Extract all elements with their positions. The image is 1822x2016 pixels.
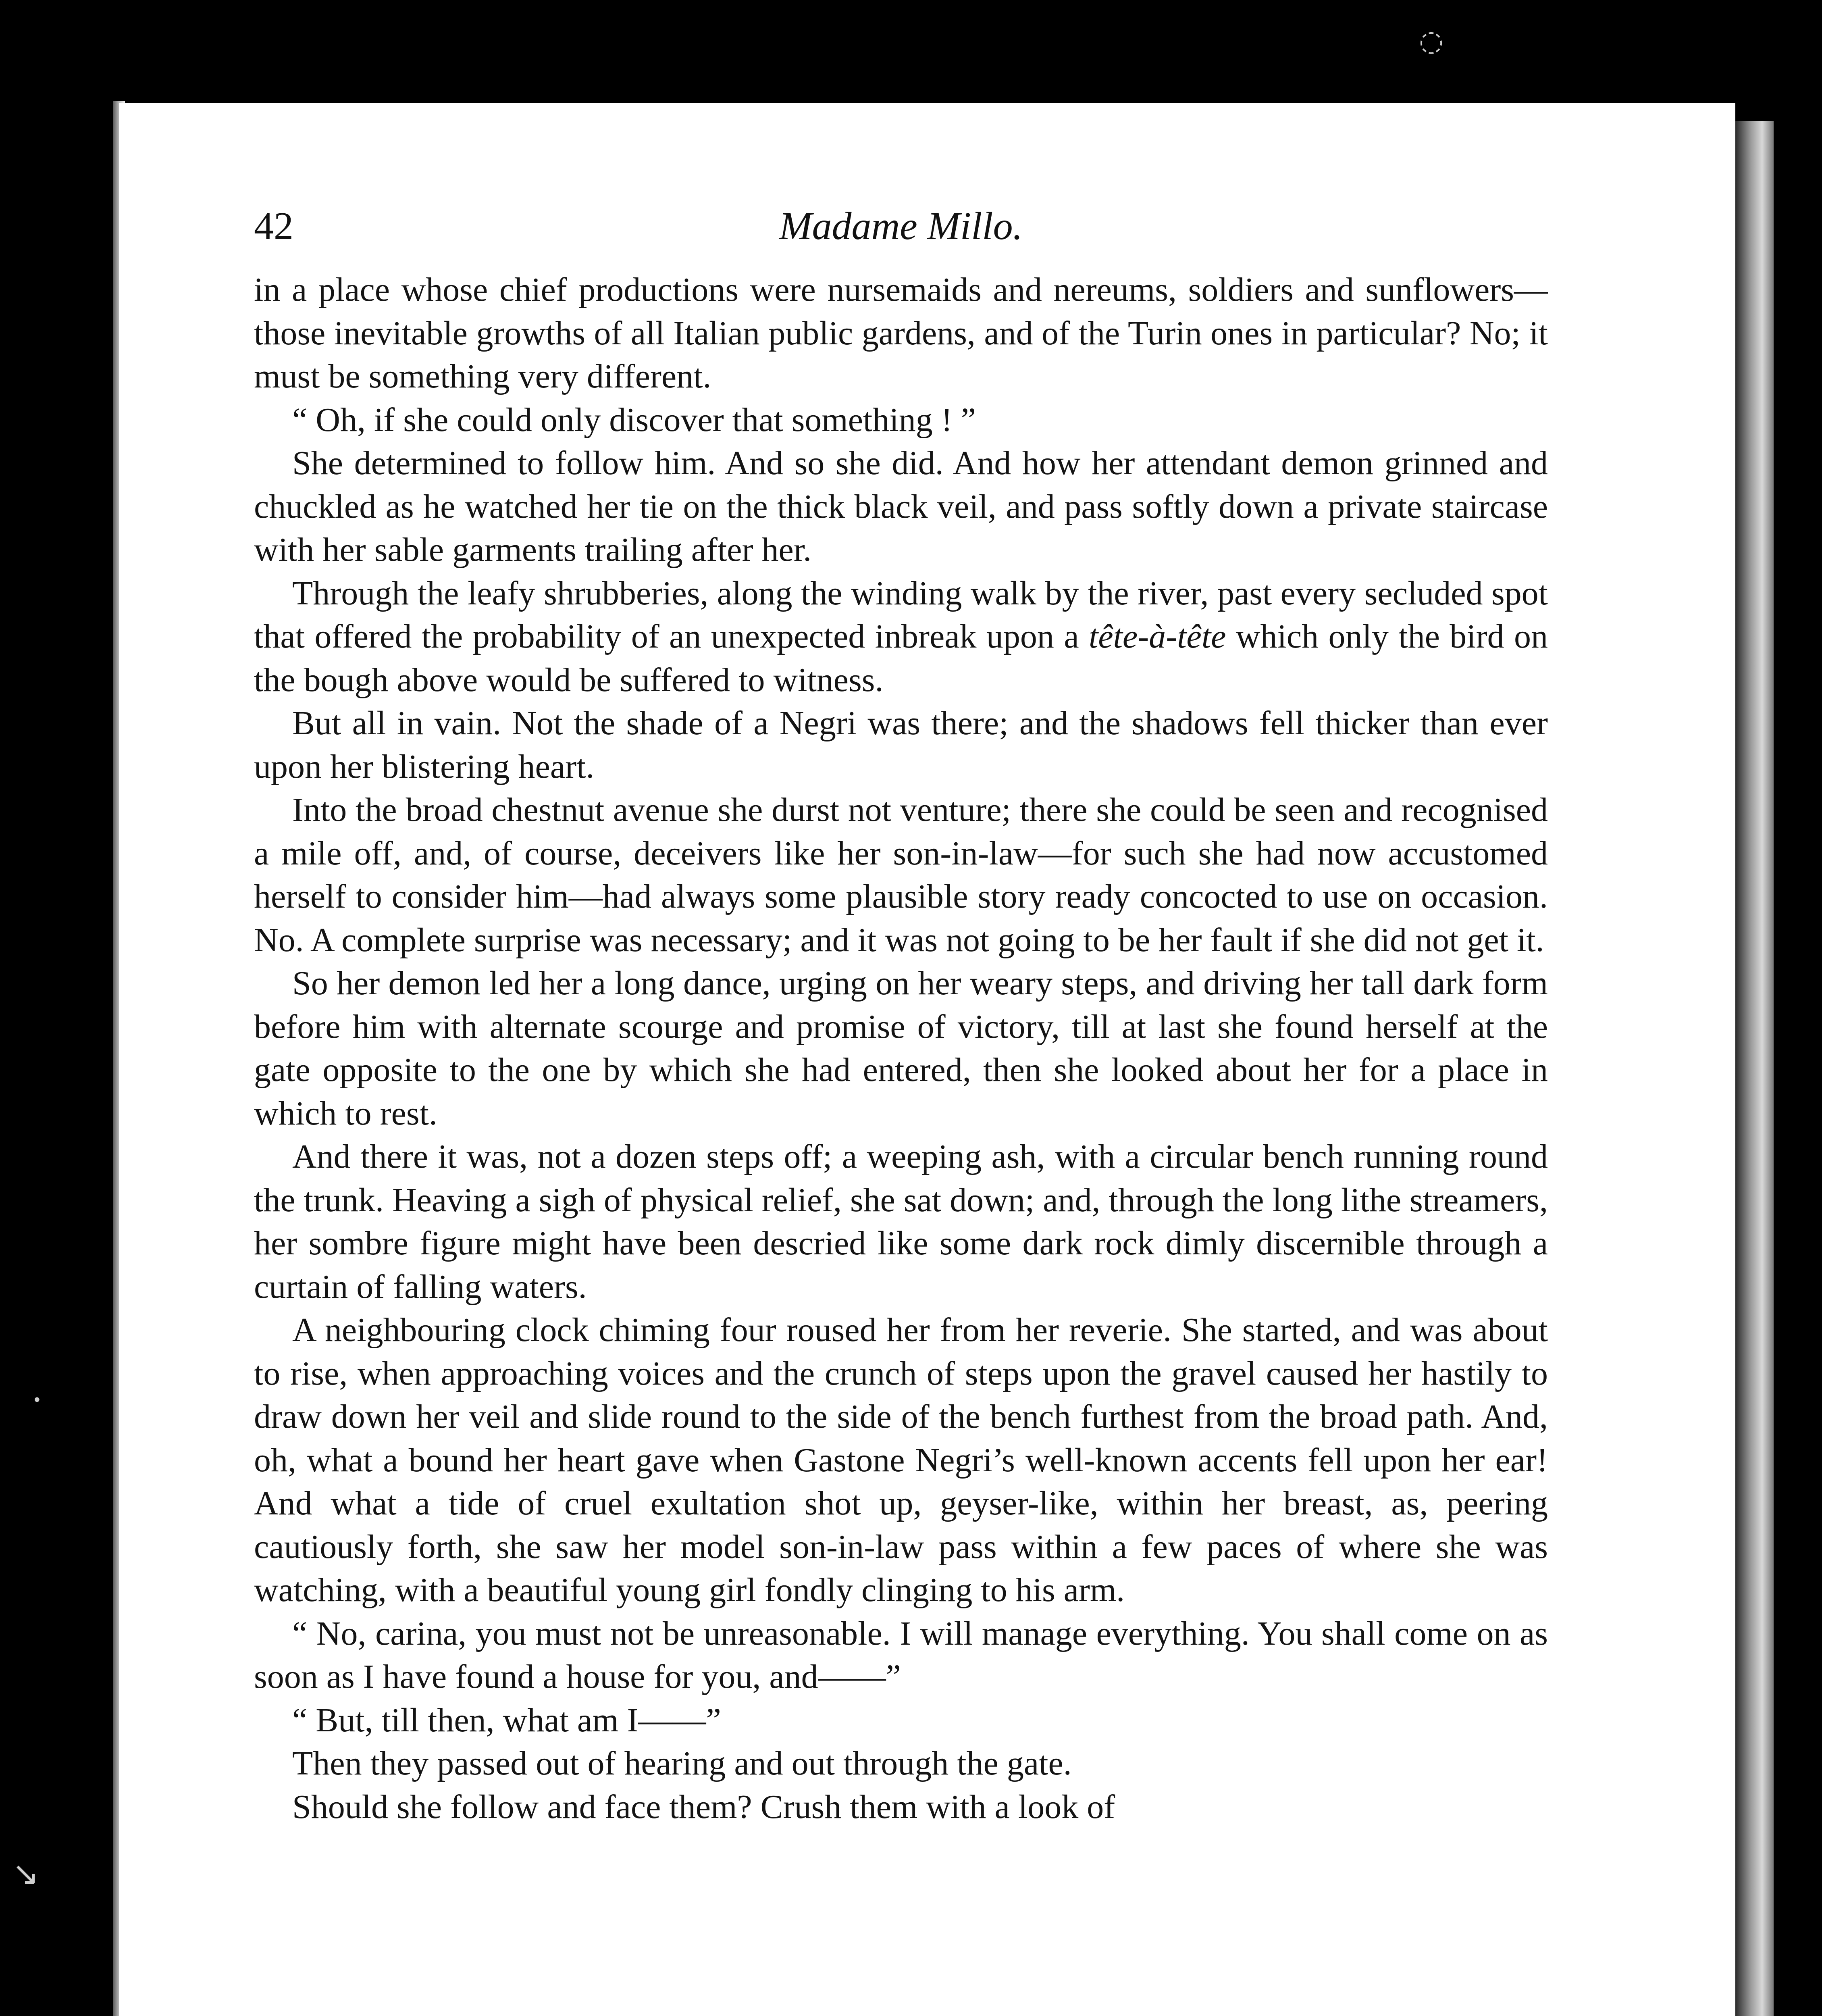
body-text bbox=[254, 268, 1548, 1829]
paragraph: Into the broad chestnut avenue she durst not venture; there she could be seen and recognised a mile off, and, of course, deceivers like her son-in-law—for such she had now accustomed herself to consider him—had always some plausible story ready concocted to use on occasion. No. A complete surprise was necessary; and it was not going to be her fault if she did not get it. bbox=[254, 791, 1548, 959]
paragraph bbox=[254, 572, 1548, 702]
paragraph-text: which only the bird on the bough above would be suffered to witness. bbox=[254, 618, 1548, 699]
scan-speck-icon: ◌ bbox=[1419, 24, 1444, 57]
paragraph: A neighbouring clock chiming four roused her from her reverie. She started, and was about to rise, when approaching voices and the crunch of steps upon the gravel caused her hastily to draw down her veil and slide round to the side of the bench furthest from the broad path. And, oh, what a bound her heart gave when Gastone Negri’s well-known accents fell upon her ear! And what a tide of cruel exultation shot up, geyser-like, within her breast, as, peering cautiously forth, she saw her model son-in-law pass within a few paces of where she was watching, with a beautiful young girl fondly clinging to his arm. bbox=[254, 1311, 1548, 1609]
paragraph: “ No, carina, you must not be unreasonable. I will manage everything. You shall come on as soon as I have found a house for you, and——” bbox=[254, 1614, 1548, 1695]
paragraph-text: Through the leafy shrubberies, along the winding walk by the river, past every secluded spot that offered the probability of an unexpected inbreak upon a bbox=[254, 574, 1548, 655]
paragraph: But all in vain. Not the shade of a Negri was there; and the shadows fell thicker than ever upon her blistering heart. bbox=[254, 704, 1548, 785]
paragraph: So her demon led her a long dance, urging on her weary steps, and driving her tall dark form before him with alternate scourge and promise of victory, till at last she found herself at the gate opposite to the one by which she had entered, then she looked about her for a place in which to rest. bbox=[254, 964, 1548, 1132]
paragraph: Then they passed out of hearing and out through the gate. bbox=[292, 1745, 1072, 1782]
italic-phrase: tête-à-tête bbox=[1089, 618, 1226, 655]
running-header bbox=[254, 204, 1548, 256]
scan-speck-icon: ↘ bbox=[12, 1855, 40, 1892]
adjacent-page-edge bbox=[1735, 121, 1774, 2016]
paragraph: She determined to follow him. And so she did. And how her attendant demon grinned and chuckled as he watched her tie on the thick black veil, and pass softly down a private staircase with her sable garments trailing after her. bbox=[254, 444, 1548, 569]
paragraph: And there it was, not a dozen steps off; a weeping ash, with a circular bench running round the trunk. Heaving a sigh of physical relief, she sat down; and, through the long lithe streamers, her sombre figure might have been descried like some dark rock dimly discernible through a curtain of falling waters. bbox=[254, 1138, 1548, 1306]
scan-speck-icon: • bbox=[32, 1391, 42, 1410]
paragraph: in a place whose chief productions were nursemaids and nereums, soldiers and sunflowers—those inevitable growths of all Italian public gardens, and of the Turin ones in particular? No; it must be something very different. bbox=[254, 271, 1548, 395]
paragraph: “ Oh, if she could only discover that something ! ” bbox=[292, 401, 976, 439]
paragraph: Should she follow and face them? Crush them with a look of bbox=[292, 1788, 1115, 1826]
page-number: 42 bbox=[254, 204, 293, 248]
running-title: Madame Millo. bbox=[779, 204, 1023, 248]
paragraph: “ But, till then, what am I——” bbox=[292, 1701, 721, 1739]
